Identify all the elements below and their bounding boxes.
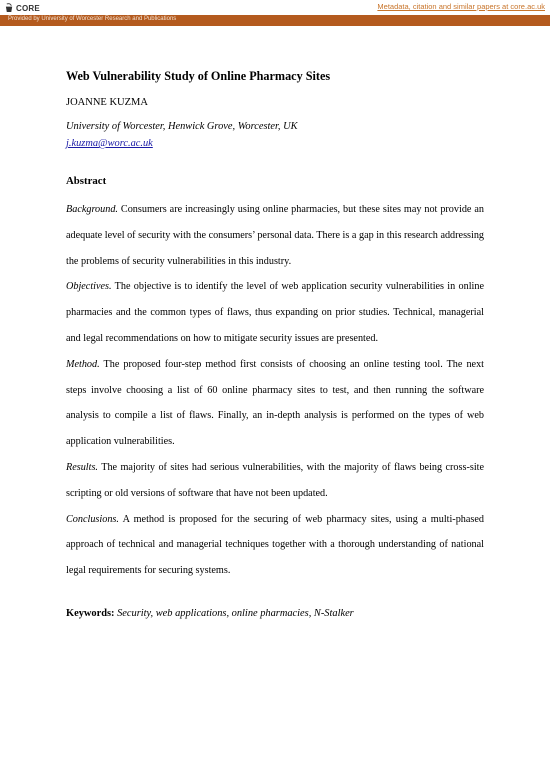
metadata-citation-link[interactable]: Metadata, citation and similar papers at core.ac.uk bbox=[377, 2, 545, 11]
provided-by-banner bbox=[0, 15, 550, 26]
results-label: Results. bbox=[66, 461, 98, 473]
core-logo[interactable] bbox=[5, 2, 40, 14]
core-logo-text: CORE bbox=[16, 3, 40, 13]
abstract-objectives bbox=[66, 274, 484, 351]
conclusions-text: A method is proposed for the securing of web pharmacy sites, using a multi-phased approach of technical and managerial techniques together with a thorough understanding of national legal requirements for securing systems. bbox=[66, 513, 484, 577]
background-text: Consumers are increasingly using online pharmacies, but these sites may not provide an adequate level of security with the consumers’ personal data. There is a gap in this research addressing the problems of security vulnerabilities in this industry. bbox=[66, 204, 485, 267]
author-affiliation: University of Worcester, Henwick Grove, Worcester, UK bbox=[66, 121, 298, 132]
core-header bbox=[0, 0, 550, 15]
paper-title: Web Vulnerability Study of Online Pharmacy Sites bbox=[66, 69, 331, 83]
core-logo-icon bbox=[5, 3, 14, 13]
method-text: The proposed four-step method first consists of choosing an online testing tool. The next steps involve choosing a list of 60 online pharmacy sites to test, and then running the software analysis to compile a list of flaws. Finally, an in-depth analysis is performed on the types of web application vulnerabilities. bbox=[66, 358, 484, 448]
abstract-results bbox=[66, 455, 484, 507]
background-label: Background. bbox=[66, 204, 118, 215]
results-text: The majority of sites had serious vulnerabilities, with the majority of flaws being cross-site scripting or old versions of software that have not been updated. bbox=[66, 461, 484, 499]
paper-page bbox=[66, 68, 484, 621]
author-email-link[interactable]: j.kuzma@worc.ac.uk bbox=[66, 138, 153, 149]
keywords-label: Keywords: bbox=[66, 607, 115, 619]
author-name: JOANNE KUZMA bbox=[66, 97, 148, 108]
keywords-text: Security, web applications, online pharmacies, N-Stalker bbox=[114, 607, 354, 619]
method-label: Method. bbox=[66, 358, 100, 370]
objectives-label: Objectives. bbox=[66, 281, 112, 293]
objectives-text: The objective is to identify the level of web application security vulnerabilities in online pharmacies and the common types of flaws, thus expanding on prior studies. Technical, managerial and legal recommendations on how to mitigate security issues are presented. bbox=[66, 281, 484, 344]
abstract-background bbox=[66, 197, 484, 274]
abstract-conclusions bbox=[66, 507, 484, 584]
abstract-heading: Abstract bbox=[66, 175, 107, 187]
keywords-line bbox=[66, 607, 484, 621]
abstract-method bbox=[66, 352, 484, 455]
provided-by-text: Provided by University of Worcester Research and Publications bbox=[8, 16, 177, 22]
conclusions-label: Conclusions. bbox=[66, 513, 119, 525]
